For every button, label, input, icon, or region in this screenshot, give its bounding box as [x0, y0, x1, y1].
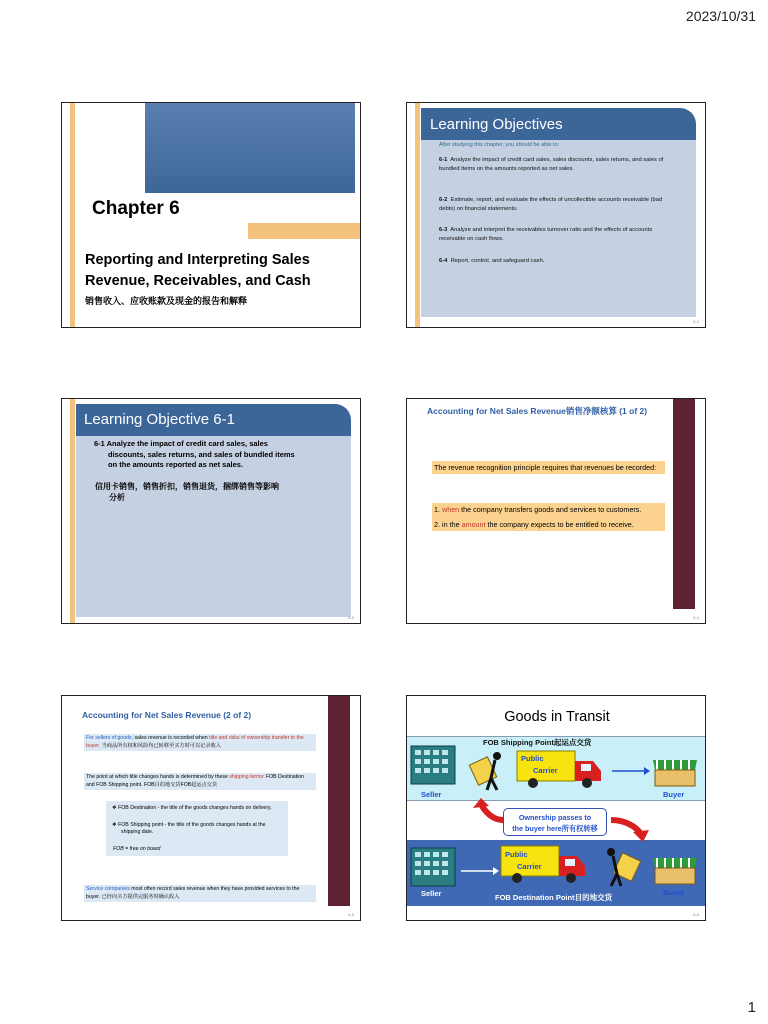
fob-destination-label: FOB Destination Point目的地交货: [495, 893, 613, 902]
objective-text-cn: 信用卡销售，销售折扣，销售退货，捆绑销售等影响 分析: [95, 482, 279, 502]
maroon-sidebar: [328, 696, 350, 906]
maroon-sidebar: [673, 399, 695, 609]
slide-learning-objectives: [406, 102, 706, 328]
seller-building-icon: [411, 746, 455, 786]
slide-number: 6-2: [693, 319, 699, 324]
bullet-fob-shipping: ❖ FOB Shipping point - the title of the goods changes hands at the shipping date.: [112, 821, 266, 836]
slide-goods-in-transit: [406, 695, 706, 921]
page-number: 1: [747, 999, 756, 1016]
chapter-title: Reporting and Interpreting Sales Revenue, Receivables, and Cash: [85, 252, 311, 289]
buyer-store-icon: [651, 858, 699, 886]
seller-label: Seller: [421, 889, 442, 898]
slide-chapter-title: [61, 102, 361, 328]
arrow-right-icon: [461, 866, 499, 876]
slide-number: 6-4: [693, 615, 699, 620]
worker-with-crate-icon: [603, 844, 643, 888]
carrier-label-line2: Carrier: [517, 862, 542, 871]
slide-net-sales-revenue-2: [61, 695, 361, 921]
slide-title: Goods in Transit: [504, 709, 610, 725]
slide-title: Learning Objectives: [421, 108, 696, 140]
buyer-label: Buyer: [663, 790, 685, 799]
fob-shipping-label: FOB Shipping Point起运点交货: [483, 738, 592, 747]
page-date: 2023/10/31: [685, 8, 756, 24]
objectives-intro: After studying this chapter, you should be able to:: [439, 142, 560, 148]
shipping-terms-paragraph: The point at which title changes hands is determined by these shipping terms: FOB Destination and FOB Shipping point. FOB目的地交货FOB起运点交货: [84, 773, 316, 790]
slide-number: 6-6: [693, 912, 699, 917]
service-paragraph: Service companies most often record sales revenue when they have provided services to the buyer. 已经向买方提供完服务时确认收入: [84, 885, 316, 902]
ownership-note: Ownership passes to the buyer here所有权转移: [503, 808, 607, 836]
slide-number: 6-5: [348, 912, 354, 917]
slide-net-sales-revenue-1: [406, 398, 706, 624]
objective-item: 6-3 Analyze and interpret the receivables turnover ratio and the effects of accounts receivable on cash flows.: [439, 227, 653, 242]
arrow-right-icon: [612, 766, 650, 776]
worker-with-crate-icon: [467, 748, 505, 792]
slide-learning-objective-6-1: [61, 398, 361, 624]
fob-definition: FOB = free on board: [113, 845, 161, 852]
sellers-paragraph: For sellers of goods, sales revenue is recorded when title and risks of ownership transfer to the buyer. 当商品所有权和风险均已转移至买方时可以记录收入: [84, 734, 316, 751]
carrier-label-line1: Public: [521, 754, 544, 763]
slide-title: Learning Objective 6-1: [76, 404, 351, 436]
objective-item: 6-1 Analyze the impact of credit card sales, sales discounts, sales returns, and sales of bundled items on the amounts reported as net sales.: [439, 157, 664, 172]
blue-banner: [145, 103, 355, 193]
carrier-label-line2: Carrier: [533, 766, 558, 775]
objective-item: 6-4 Report, control, and safeguard cash.: [439, 258, 545, 264]
accent-stripe: [70, 399, 75, 624]
chapter-subtitle-cn: 销售收入、应收账款及现金的报告和解释: [85, 297, 248, 307]
buyer-store-icon: [651, 760, 699, 788]
chapter-heading: Chapter 6: [92, 198, 180, 219]
accent-stripe: [415, 103, 420, 328]
slide-title: Accounting for Net Sales Revenue销售净额核算 (1 of 2): [427, 406, 648, 416]
slide-number: 6-3: [348, 615, 354, 620]
accent-stripe: [70, 103, 75, 328]
objective-text: 6-1 Analyze the impact of credit card sales, sales discounts, sales returns, and sales of bundled items on the amounts reported as net sales.: [94, 439, 295, 469]
slide-title: Accounting for Net Sales Revenue (2 of 2): [82, 710, 252, 720]
criteria-box: 1. when the company transfers goods and services to customers. 2. in the amount the company expects to be entitled to receive.: [432, 503, 665, 531]
orange-bar: [248, 223, 360, 239]
bullet-fob-destination: ❖ FOB Destination - the title of the goods changes hands on delivery.: [112, 805, 272, 811]
seller-building-icon: [411, 848, 455, 888]
carrier-label-line1: Public: [505, 850, 528, 859]
objective-item: 6-2 Estimate, report, and evaluate the effects of uncollectible accounts receivable (bad debts) on financial statements.: [439, 197, 663, 212]
seller-label: Seller: [421, 790, 442, 799]
buyer-label: Buyer: [663, 888, 685, 897]
fob-bullets: [106, 801, 288, 856]
principle-box: The revenue recognition principle requires that revenues be recorded:: [432, 461, 665, 474]
